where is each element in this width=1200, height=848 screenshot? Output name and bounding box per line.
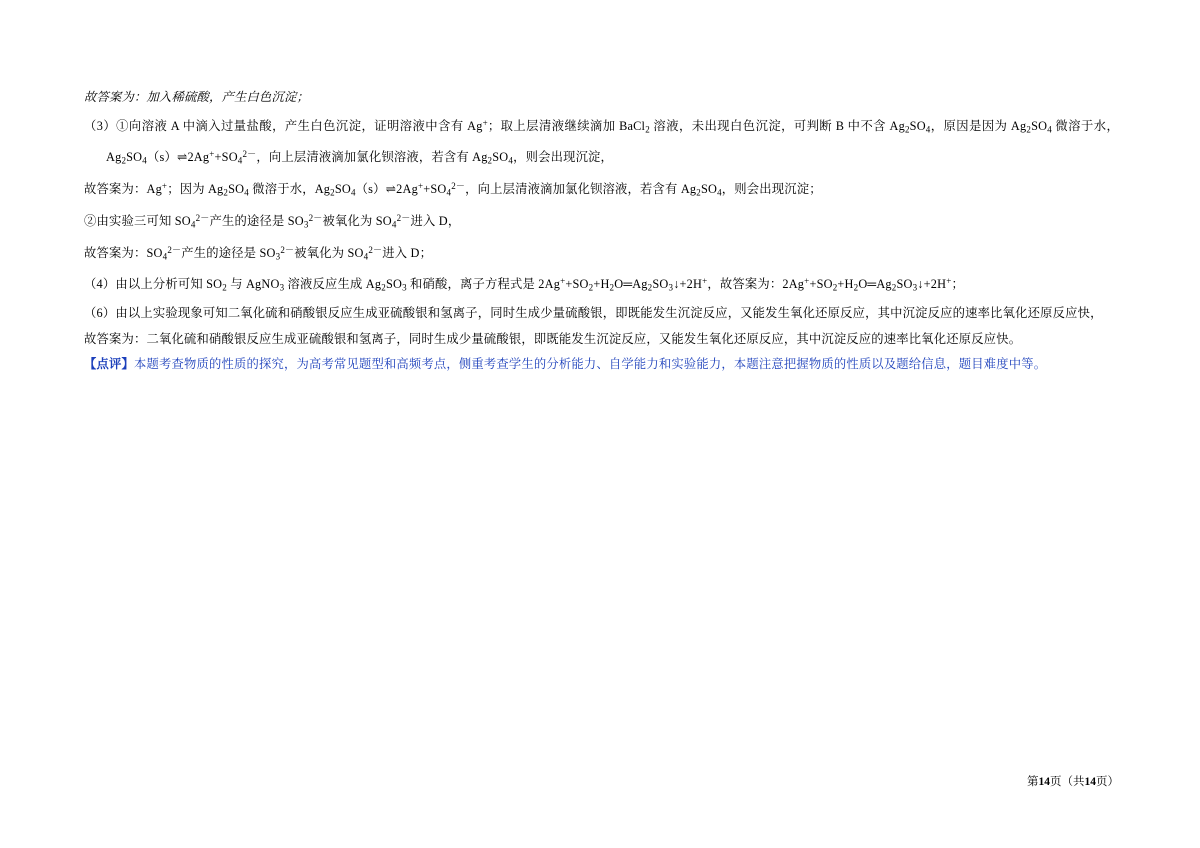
footer-suffix: 页） [1096, 776, 1119, 788]
paragraph-answer-6: 故答案为：二氧化硫和硝酸银反应生成亚硫酸银和氢离子，同时生成少量硫酸银，即既能发生沉淀反应，又能发生氧化还原反应，其中沉淀反应的速率比氧化还原反应快。 [84, 331, 1022, 346]
paragraph-answer-3-1: 故答案为：Ag+；因为 $Ag_2SO_4$ 微溶于水，$Ag_2SO_4(s)\rightleftharpoons 2Ag^++SO_4^{2-}$，向上层清液滴加氯化钡溶液，若含有 $Ag_2SO_4$，则会出现沉淀； [84, 181, 822, 198]
paragraph-answer-2: 故答案为：加入稀硫酸，产生白色沉淀； [84, 90, 309, 104]
paragraph-solution-3-1: （3）①向溶液 A 中滴入过量盐酸，产生白色沉淀，证明溶液中含有 Ag+；取上层清液继续滴加 BaCl$_2$ 溶液，未出现白色沉淀，可判断 B 中不含 $Ag_2SO_4$，原因是因为 $Ag_2SO_4$ 微溶于水，$Ag_2SO_4(s)\rightleftharpoons 2Ag^++SO_4^{2-}$，向上层清液滴加氯化钡溶液，若含有 $Ag_2SO_4$，则会出现沉淀， [84, 117, 1120, 166]
paragraph-answer-3-2: 故答案为：$SO_4^{2-}$产生的途径是 $SO_3^{2-}$被氧化为 $SO_4^{2-}$进入 D； [84, 244, 433, 261]
footer-prefix: 第 [1027, 776, 1039, 788]
footer-middle: 页（共 [1050, 776, 1085, 788]
comment-paragraph [84, 352, 1119, 378]
paragraph-solution-3-2: ②由实验三可知 $SO_4^{2-}$产生的途径是 $SO_3^{2-}$被氧化为 $SO_4^{2-}$进入 D， [84, 212, 461, 230]
paragraph-solution-4: （4）由以上分析可知 $SO_2$ 与 AgNO$_3$ 溶液反应生成 $Ag_2SO_3$ 和硝酸，离子方程式是 $2Ag^++SO_2+H_2O═Ag_2SO_3↓+2H^+$，故答案为：$2Ag^++SO_2+H_2O═Ag_2SO_3↓+2H^+$； [84, 276, 964, 293]
footer-total-pages: 14 [1084, 776, 1096, 788]
footer-page-number: 14 [1038, 776, 1050, 788]
comment-tag: 【点评】 [84, 357, 134, 372]
comment-text: 本题考查物质的性质的探究，为高考常见题型和高频考点，侧重考查学生的分析能力、自学能力和实验能力，本题注意把握物质的性质以及题给信息，题目难度中等。 [134, 357, 1047, 372]
document-body [84, 85, 1119, 378]
page-footer [0, 773, 1119, 789]
paragraph-solution-6: （6）由以上实验现象可知二氧化硫和硝酸银反应生成亚硫酸银和氢离子，同时生成少量硫酸银，即既能发生沉淀反应，又能发生氧化还原反应，其中沉淀反应的速率比氧化还原反应快， [84, 306, 1103, 321]
